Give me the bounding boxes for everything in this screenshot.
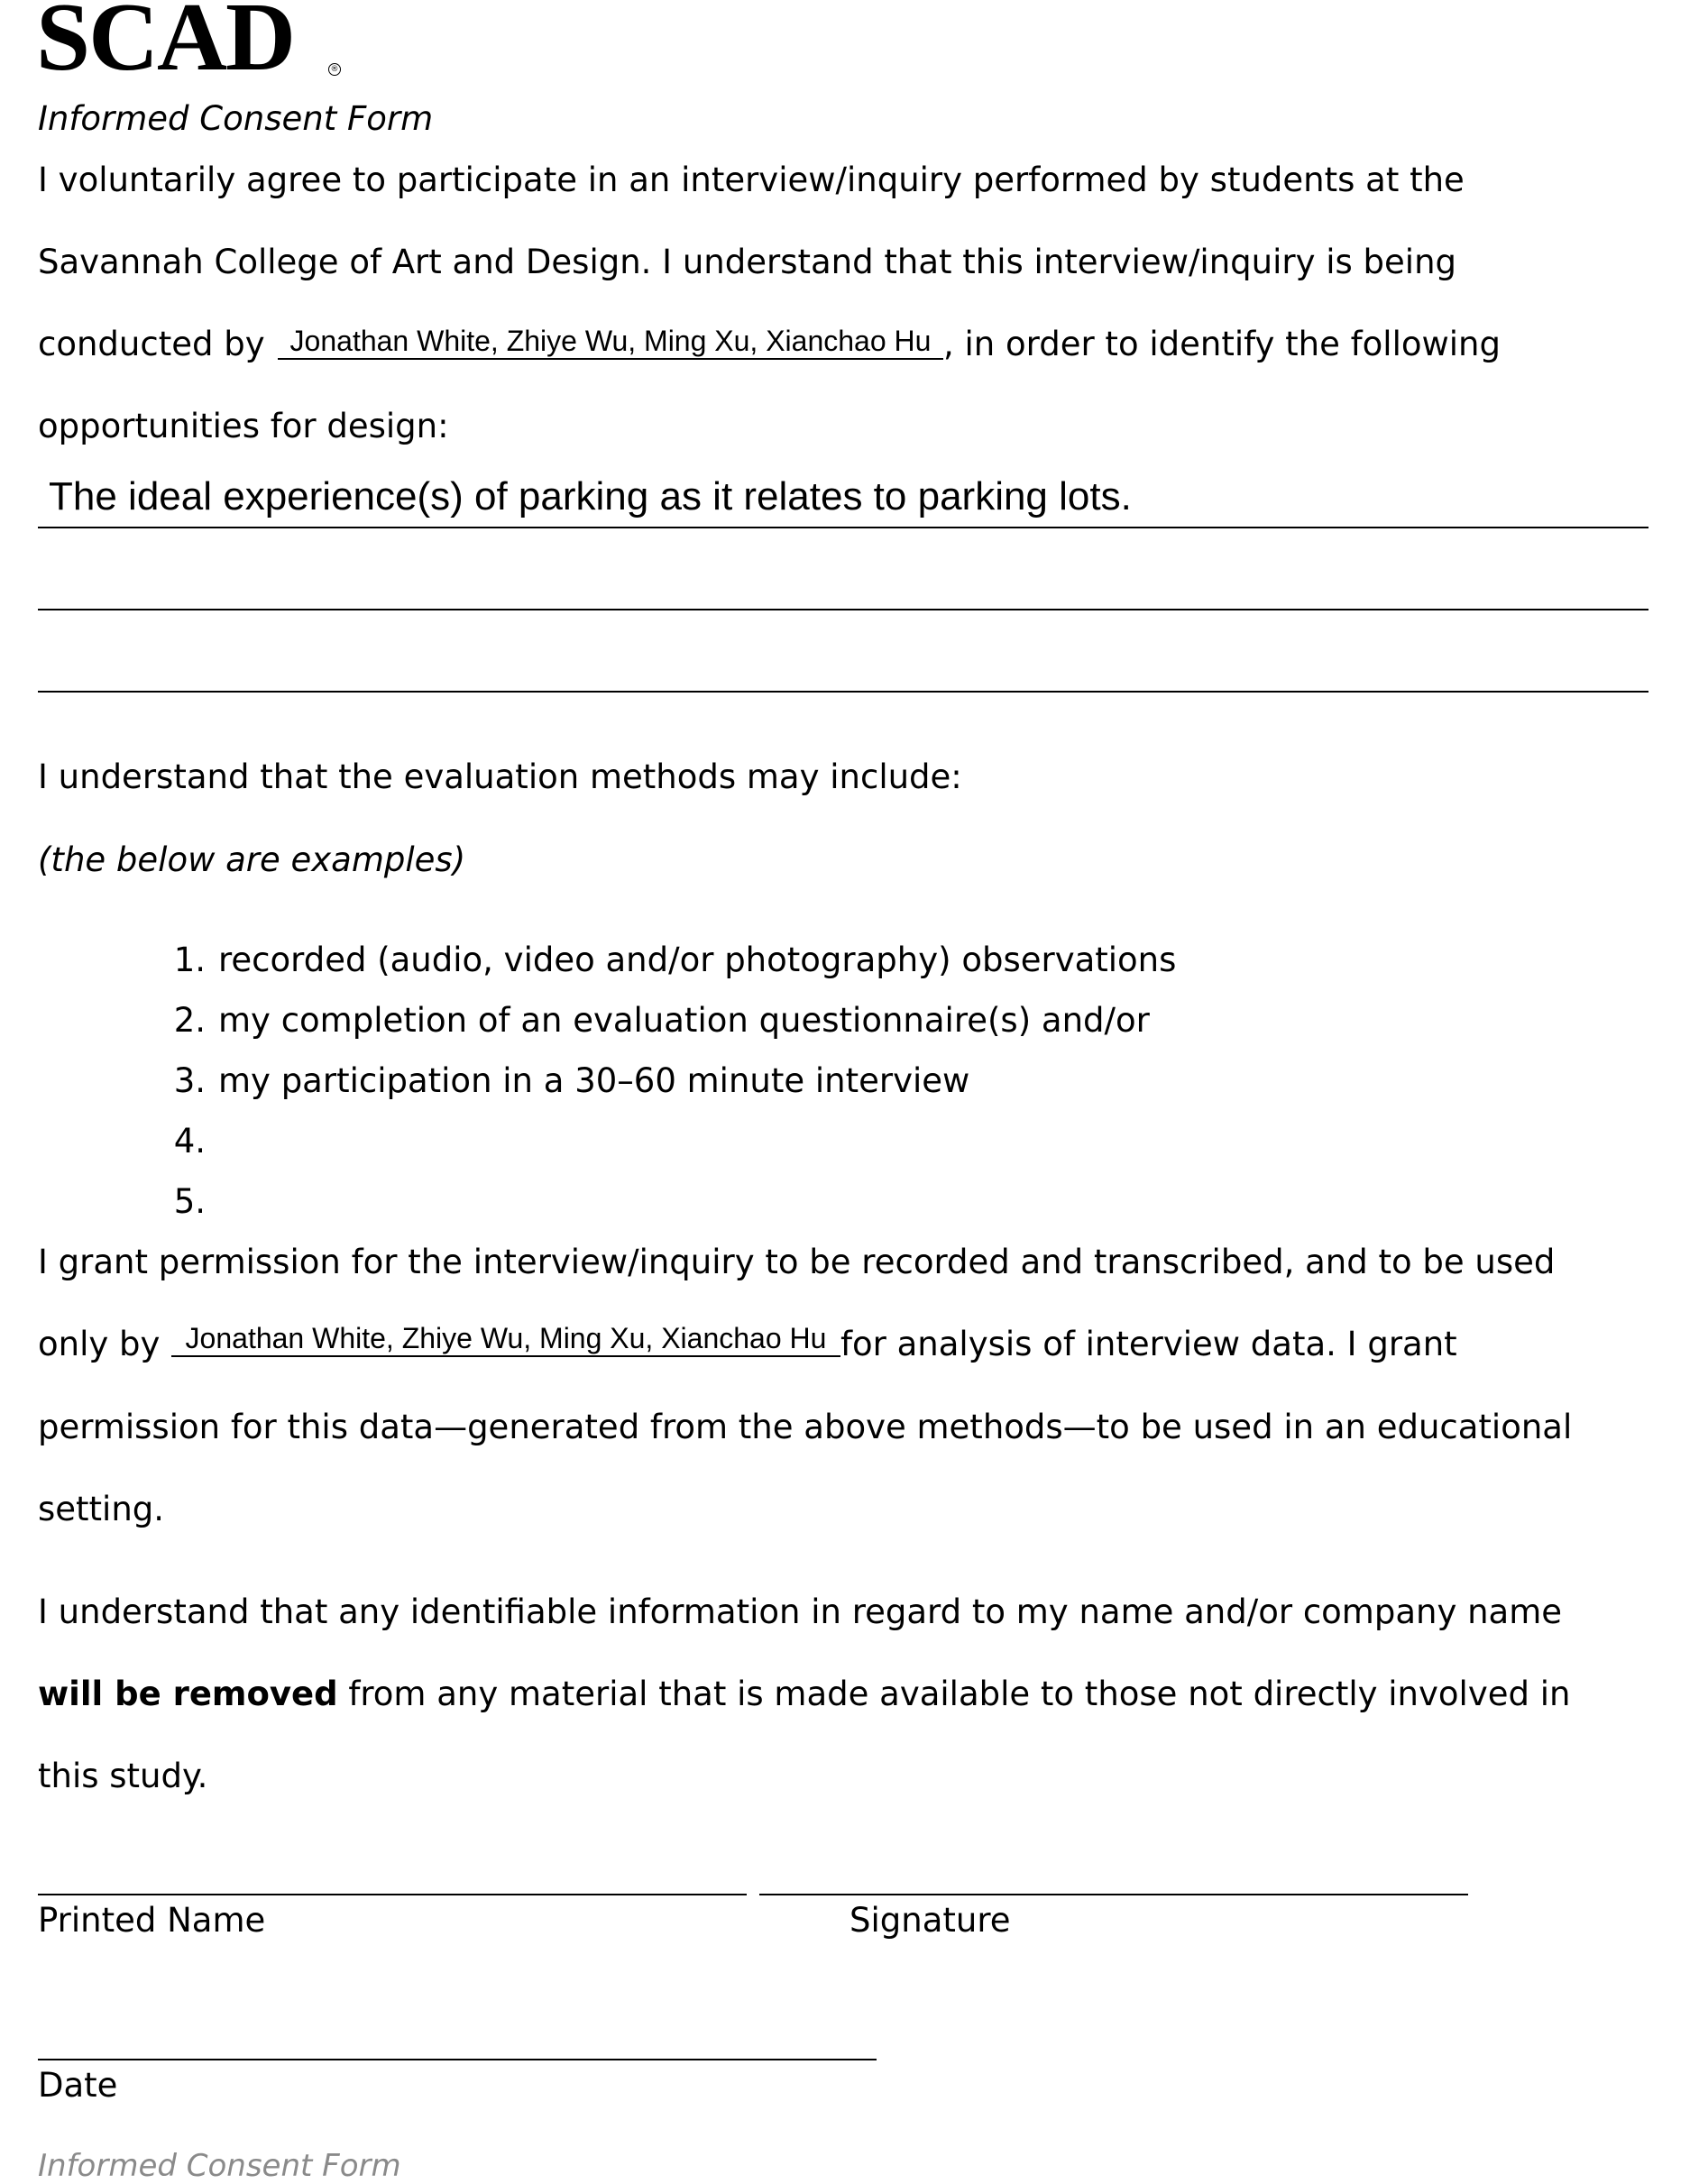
date-line[interactable] [38,2059,877,2060]
intro-line-3-prefix: conducted by [38,325,265,363]
intro-line-1: I voluntarily agree to participate in an interview/inquiry performed by students at the [38,161,1465,199]
intro-line-4: opportunities for design: [38,407,449,445]
printed-name-line[interactable] [38,1894,747,1895]
anonymity-line-2-rest: from any material that is made available to those not directly involved in [337,1675,1571,1713]
anonymity-line-1: I understand that any identifiable information in regard to my name and/or company name [38,1592,1563,1631]
method-4-number: 4. [173,1122,206,1161]
permission-line-3: permission for this data—generated from the above methods—to be used in an educational [38,1408,1573,1446]
permission-line-2-prefix: only by [38,1325,161,1363]
method-2-text: my completion of an evaluation questionnaire(s) and/or [218,1001,1150,1040]
form-title: Informed Consent Form [38,99,434,138]
printed-name-label: Printed Name [38,1901,266,1940]
intro-line-2: Savannah College of Art and Design. I understand that this interview/inquiry is being [38,243,1457,281]
opportunity-line-2 [38,609,1648,610]
method-1-number: 1. [173,941,206,979]
anonymity-line-2 [38,1675,1570,1713]
data-users-field[interactable]: Jonathan White, Zhiye Wu, Ming Xu, Xianchao Hu [171,1322,840,1357]
signature-label: Signature [850,1901,1011,1940]
opportunity-line-1 [38,527,1648,528]
method-3-text: my participation in a 30–60 minute interview [218,1061,970,1100]
scad-logo: SCAD [36,0,295,91]
signature-line[interactable] [759,1894,1468,1895]
methods-note: (the below are examples) [38,840,466,879]
intro-line-3-suffix: , in order to identify the following [943,325,1501,363]
permission-line-2-suffix: for analysis of interview data. I grant [840,1325,1457,1363]
opportunity-line-3 [38,691,1648,693]
method-5-number: 5. [173,1182,206,1221]
conductors-field[interactable]: Jonathan White, Zhiye Wu, Ming Xu, Xianchao Hu [278,325,943,360]
method-3-number: 3. [173,1061,206,1100]
date-label: Date [38,2066,118,2105]
anonymity-line-3: this study. [38,1757,208,1795]
method-1-text: recorded (audio, video and/or photography) observations [218,941,1177,979]
design-opportunity-text[interactable]: The ideal experience(s) of parking as it relates to parking lots. [49,474,1132,518]
anonymity-bold-phrase: will be removed [38,1675,338,1713]
permission-line-1: I grant permission for the interview/inquiry to be recorded and transcribed, and to be used [38,1243,1556,1281]
permission-line-4: setting. [38,1490,165,1528]
methods-intro: I understand that the evaluation methods may include: [38,757,962,796]
registered-mark: ® [328,63,341,76]
footer-form-title: Informed Consent Form [38,2148,401,2184]
method-2-number: 2. [173,1001,206,1040]
